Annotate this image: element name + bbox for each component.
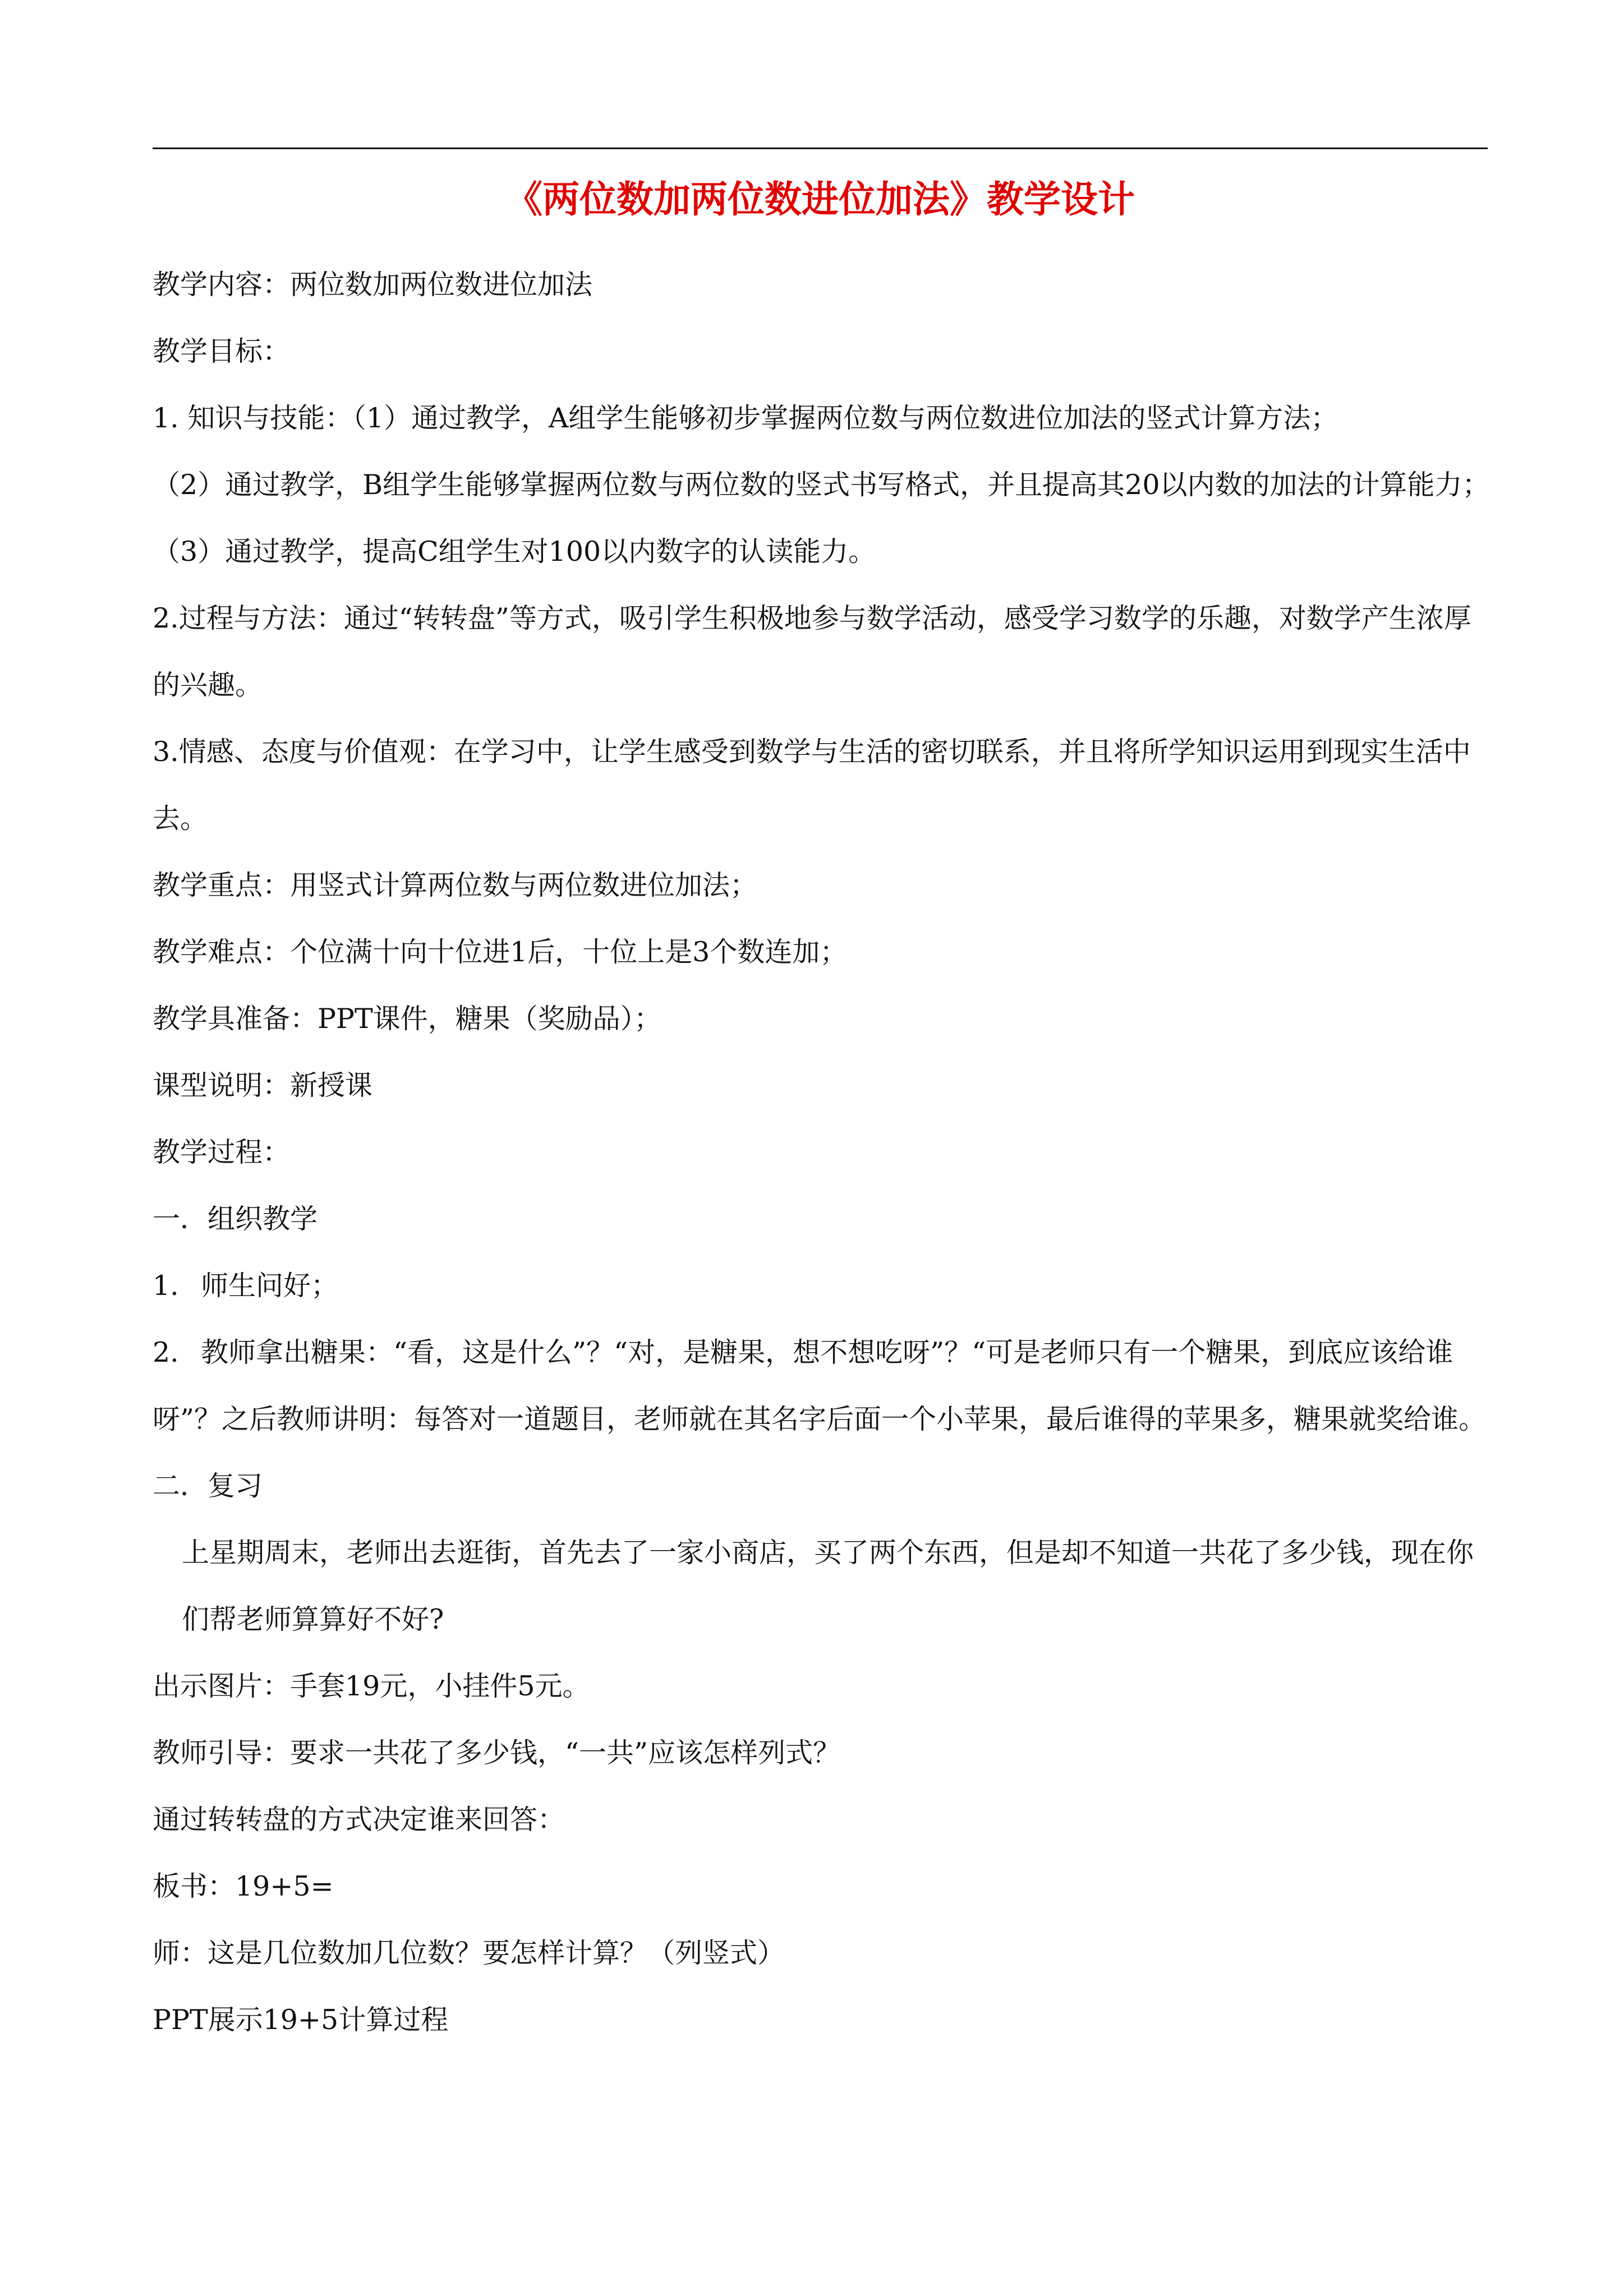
list-item	[153, 1319, 1493, 1453]
paragraph-lesson-type: 课型说明：新授课	[153, 1069, 373, 1101]
list-item-number: 2.	[153, 1336, 179, 1368]
paragraph-board: 板书：19+5=	[153, 1870, 334, 1902]
paragraph-story: 上星期周末，老师出去逛街，首先去了一家小商店，买了两个东西，但是却不知道一共花了多少钱，现在你们帮老师算算好不好?	[182, 1537, 1474, 1635]
paragraph-goal-process: 2.过程与方法：通过“转转盘”等方式，吸引学生积极地参与数学活动，感受学习数学的乐趣，对数学产生浓厚的兴趣。	[153, 602, 1471, 701]
paragraph-process-heading: 教学过程：	[153, 1136, 291, 1168]
section-heading-organize: 一．组织教学	[153, 1203, 318, 1235]
paragraph-picture: 出示图片：手套19元，小挂件5元。	[153, 1670, 590, 1702]
paragraph-goal-c-group: （3）通过教学，提高C组学生对100以内数字的认读能力。	[153, 536, 876, 568]
document-body	[153, 251, 1493, 2053]
list-item-number: 1.	[153, 1270, 179, 1302]
paragraph-goal-b-group: （2）通过教学，B组学生能够掌握两位数与两位数的竖式书写格式，并且提高其20以内数的加法的计算能力；	[153, 469, 1490, 501]
list-item-text: 教师拿出糖果：“看，这是什么”？“对，是糖果，想不想吃呀”？“可是老师只有一个糖果，到底应该给谁呀”？之后教师讲明：每答对一道题目，老师就在其名字后面一个小苹果，最后谁得的苹果多，糖果就奖给谁。	[153, 1336, 1487, 1435]
list-item-text: 师生问好；	[201, 1270, 339, 1302]
paragraph-goals-heading: 教学目标：	[153, 335, 291, 367]
paragraph-ppt: PPT展示19+5计算过程	[153, 2004, 449, 2036]
paragraph-teacher-question: 师：这是几位数加几位数？要怎样计算？（列竖式）	[153, 1937, 785, 1969]
paragraph-goal-attitude: 3.情感、态度与价值观：在学习中，让学生感受到数学与生活的密切联系，并且将所学知识运用到现实生活中去。	[153, 736, 1471, 835]
paragraph-teacher-guide: 教师引导：要求一共花了多少钱，“一共”应该怎样列式？	[153, 1737, 841, 1769]
paragraph-spinner: 通过转转盘的方式决定谁来回答：	[153, 1804, 565, 1836]
paragraph-difficulty: 教学难点：个位满十向十位进1后，十位上是3个数连加；	[153, 936, 848, 968]
section-heading-review: 二．复习	[153, 1470, 263, 1502]
paragraph-key-point: 教学重点：用竖式计算两位数与两位数进位加法；	[153, 869, 758, 901]
list-item	[153, 1252, 1493, 1319]
paragraph-goal-knowledge: 1. 知识与技能：（1）通过教学，A组学生能够初步掌握两位数与两位数进位加法的竖式计算方法；	[153, 402, 1338, 434]
document-title: 《两位数加两位数进位加法》教学设计	[505, 177, 1135, 221]
header-rule	[153, 147, 1488, 149]
paragraph-materials: 教学具准备：PPT课件，糖果（奖励品）；	[153, 1003, 662, 1035]
paragraph-content: 教学内容：两位数加两位数进位加法	[153, 269, 593, 301]
